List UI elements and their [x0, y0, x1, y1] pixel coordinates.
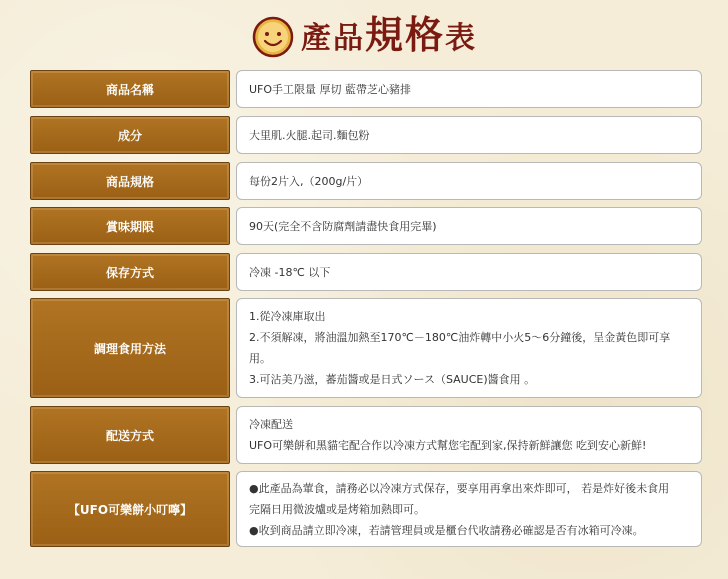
value-line: 3.可沾美乃滋，蕃茄醬或是日式ソース（SAUCE)醬食用 。: [249, 373, 536, 386]
row-label: 【UFO可樂餅小叮嚀】: [30, 471, 230, 547]
row-label: 保存方式: [30, 253, 230, 291]
spec-row-reminder: [30, 471, 702, 547]
value-line: UFO手工限量 厚切 藍帶芝心豬排: [249, 82, 412, 96]
value-line: 1.從冷凍庫取出: [249, 310, 326, 323]
value-line: 90天(完全不含防腐劑請盡快食用完畢): [249, 219, 437, 233]
header: [0, 12, 728, 62]
spec-row-product-name: [30, 70, 702, 108]
row-value: [236, 253, 702, 291]
row-label: 賞味期限: [30, 207, 230, 245]
value-line: 冷凍配送: [249, 418, 293, 431]
row-label: 商品規格: [30, 162, 230, 200]
row-label: 配送方式: [30, 406, 230, 464]
page-title: [301, 10, 477, 64]
value-line: 每份2片入,（200g/片）: [249, 174, 369, 188]
row-value: [236, 298, 702, 398]
value-line: 冷凍 -18℃ 以下: [249, 265, 331, 279]
row-value: [236, 207, 702, 245]
value-line: 2.不須解凍，將油溫加熱至170℃－180℃油炸轉中小火5～6分鐘後，呈金黃色即可享: [249, 331, 671, 344]
spec-row-specification: [30, 162, 702, 200]
smiley-face-icon: [251, 15, 295, 59]
value-line: 完隔日用微波爐或是烤箱加熱即可。: [249, 502, 425, 516]
title-part1: 產品: [300, 21, 365, 56]
value-line: UFO可樂餅和黑貓宅配合作以冷凍方式幫您宅配到家,保持新鮮讓您 吃到安心新鮮!: [249, 439, 647, 452]
value-line: ●收到商品請立即冷凍，若請管理員或是櫃台代收請務必確認是否有冰箱可冷凍。: [249, 523, 644, 537]
row-value: [236, 162, 702, 200]
row-label: 商品名稱: [30, 70, 230, 108]
row-value: [236, 116, 702, 154]
spec-row-ingredients: [30, 116, 702, 154]
spec-row-shelf-life: [30, 207, 702, 245]
title-part2: 規格: [364, 12, 445, 57]
value-line: 大里肌.火腿.起司.麵包粉: [249, 128, 370, 142]
row-value: [236, 70, 702, 108]
spec-row-delivery: [30, 406, 702, 464]
row-label: 成分: [30, 116, 230, 154]
value-line: ●此產品為葷食，請務必以冷凍方式保存，要享用再拿出來炸即可， 若是炸好後未食用: [249, 481, 670, 495]
row-value: [236, 471, 702, 547]
spec-row-cooking-method: [30, 298, 702, 398]
row-label: 調理食用方法: [30, 298, 230, 398]
row-value: [236, 406, 702, 464]
spec-row-storage: [30, 253, 702, 291]
title-part3: 表: [445, 21, 477, 56]
value-line: 用。: [249, 352, 271, 365]
